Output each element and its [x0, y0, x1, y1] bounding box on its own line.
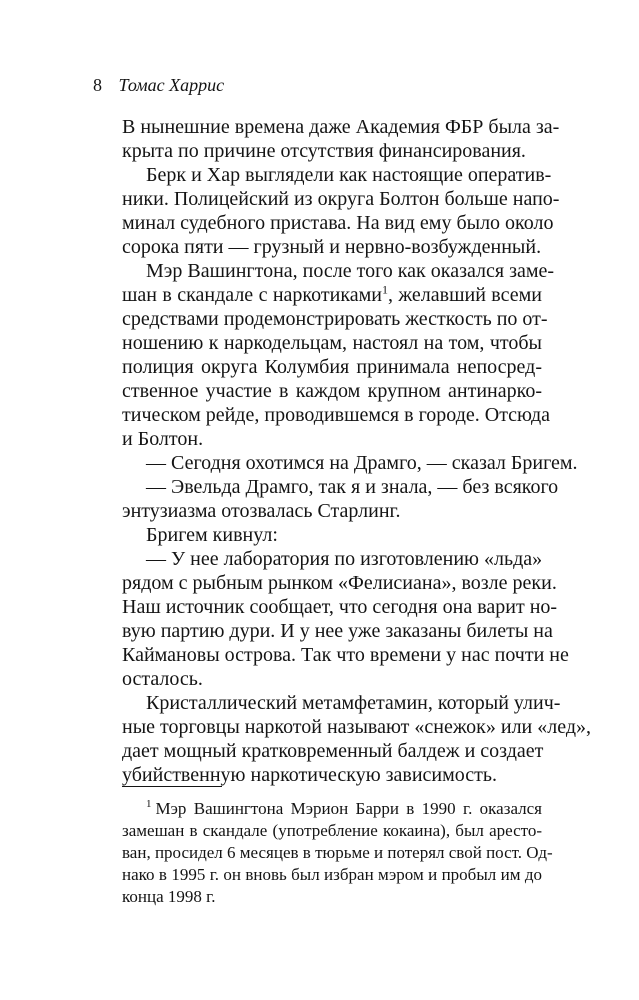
text-line: В нынешние времена даже Академия ФБР была за- [122, 116, 560, 138]
text-line: — Эвельда Драмго, так я и знала, — без всякого [146, 476, 559, 498]
text-line: ственное участие в каждом крупном антинарко- [122, 380, 542, 402]
text-line: дает мощный кратковременный балдеж и создает [122, 740, 544, 762]
footnote-marker: 1 [146, 798, 152, 811]
text-line: осталось. [122, 668, 203, 690]
footnote-line: замешан в скандале (употребление кокаина), был аресто- [122, 821, 542, 840]
text-line: Мэр Вашингтона, после того как оказался заме- [146, 260, 555, 282]
page-number: 8 [93, 75, 102, 95]
footnote-line: ван, просидел 6 месяцев в тюрьме и потерял свой пост. Од- [122, 843, 553, 862]
text-line: ники. Полицейский из округа Болтон больше напо- [122, 188, 560, 210]
text-line: Бригем кивнул: [146, 524, 278, 546]
text-line: и Болтон. [122, 428, 204, 450]
text-line: энтузиазма отозвалась Старлинг. [122, 500, 401, 522]
footnote-line [122, 798, 542, 820]
text-line: Наш источник сообщает, что сегодня она варит но- [122, 596, 558, 618]
body-text [122, 115, 592, 787]
text-line: крыта по причине отсутствия финансирования. [122, 140, 526, 162]
text-line: — Сегодня охотимся на Драмго, — сказал Бригем. [146, 452, 578, 474]
footnote-reference[interactable]: 1 [381, 282, 388, 297]
footnote [122, 798, 553, 908]
footnote-line: нако в 1995 г. он вновь был избран мэром и пробыл им до [122, 865, 542, 884]
text-fragment: Мэр Вашингтона Мэрион Барри в 1990 г. оказался [155, 799, 542, 818]
text-line: убийственную наркотическую зависимость. [122, 764, 498, 786]
text-line: ные торговцы наркотой называют «снежок» или «лед», [122, 716, 592, 738]
text-fragment: , желавший всеми [387, 284, 542, 306]
text-line: рядом с рыбным рынком «Фелисиана», возле реки. [122, 572, 557, 594]
text-line: полиция округа Колумбия принимала непосред- [122, 356, 542, 378]
page-header [93, 74, 224, 96]
text-line: Каймановы острова. Так что времени у нас почти не [122, 644, 569, 666]
text-line: Берк и Хар выглядели как настоящие оператив- [146, 164, 552, 186]
running-head: Томас Харрис [118, 75, 225, 95]
footnote-divider [122, 786, 222, 787]
text-line: Кристаллический метамфетамин, который улич- [146, 692, 561, 714]
text-line: тическом рейде, проводившемся в городе. Отсюда [122, 404, 551, 426]
text-line: минал судебного пристава. На вид ему было около [122, 212, 554, 234]
text-line: сорока пяти — грузный и нервно-возбужденный. [122, 236, 542, 258]
footnote-line: конца 1998 г. [122, 887, 216, 906]
text-line: ношению к наркодельцам, настоял на том, чтобы [122, 332, 542, 354]
text-line [122, 283, 542, 307]
text-line: вую партию дури. И у нее уже заказаны билеты на [122, 620, 553, 642]
text-line: средствами продемонстрировать жесткость по от- [122, 308, 548, 330]
text-line: — У нее лаборатория по изготовлению «льда» [146, 548, 543, 570]
text-fragment: шан в скандале с наркотиками [122, 284, 382, 306]
